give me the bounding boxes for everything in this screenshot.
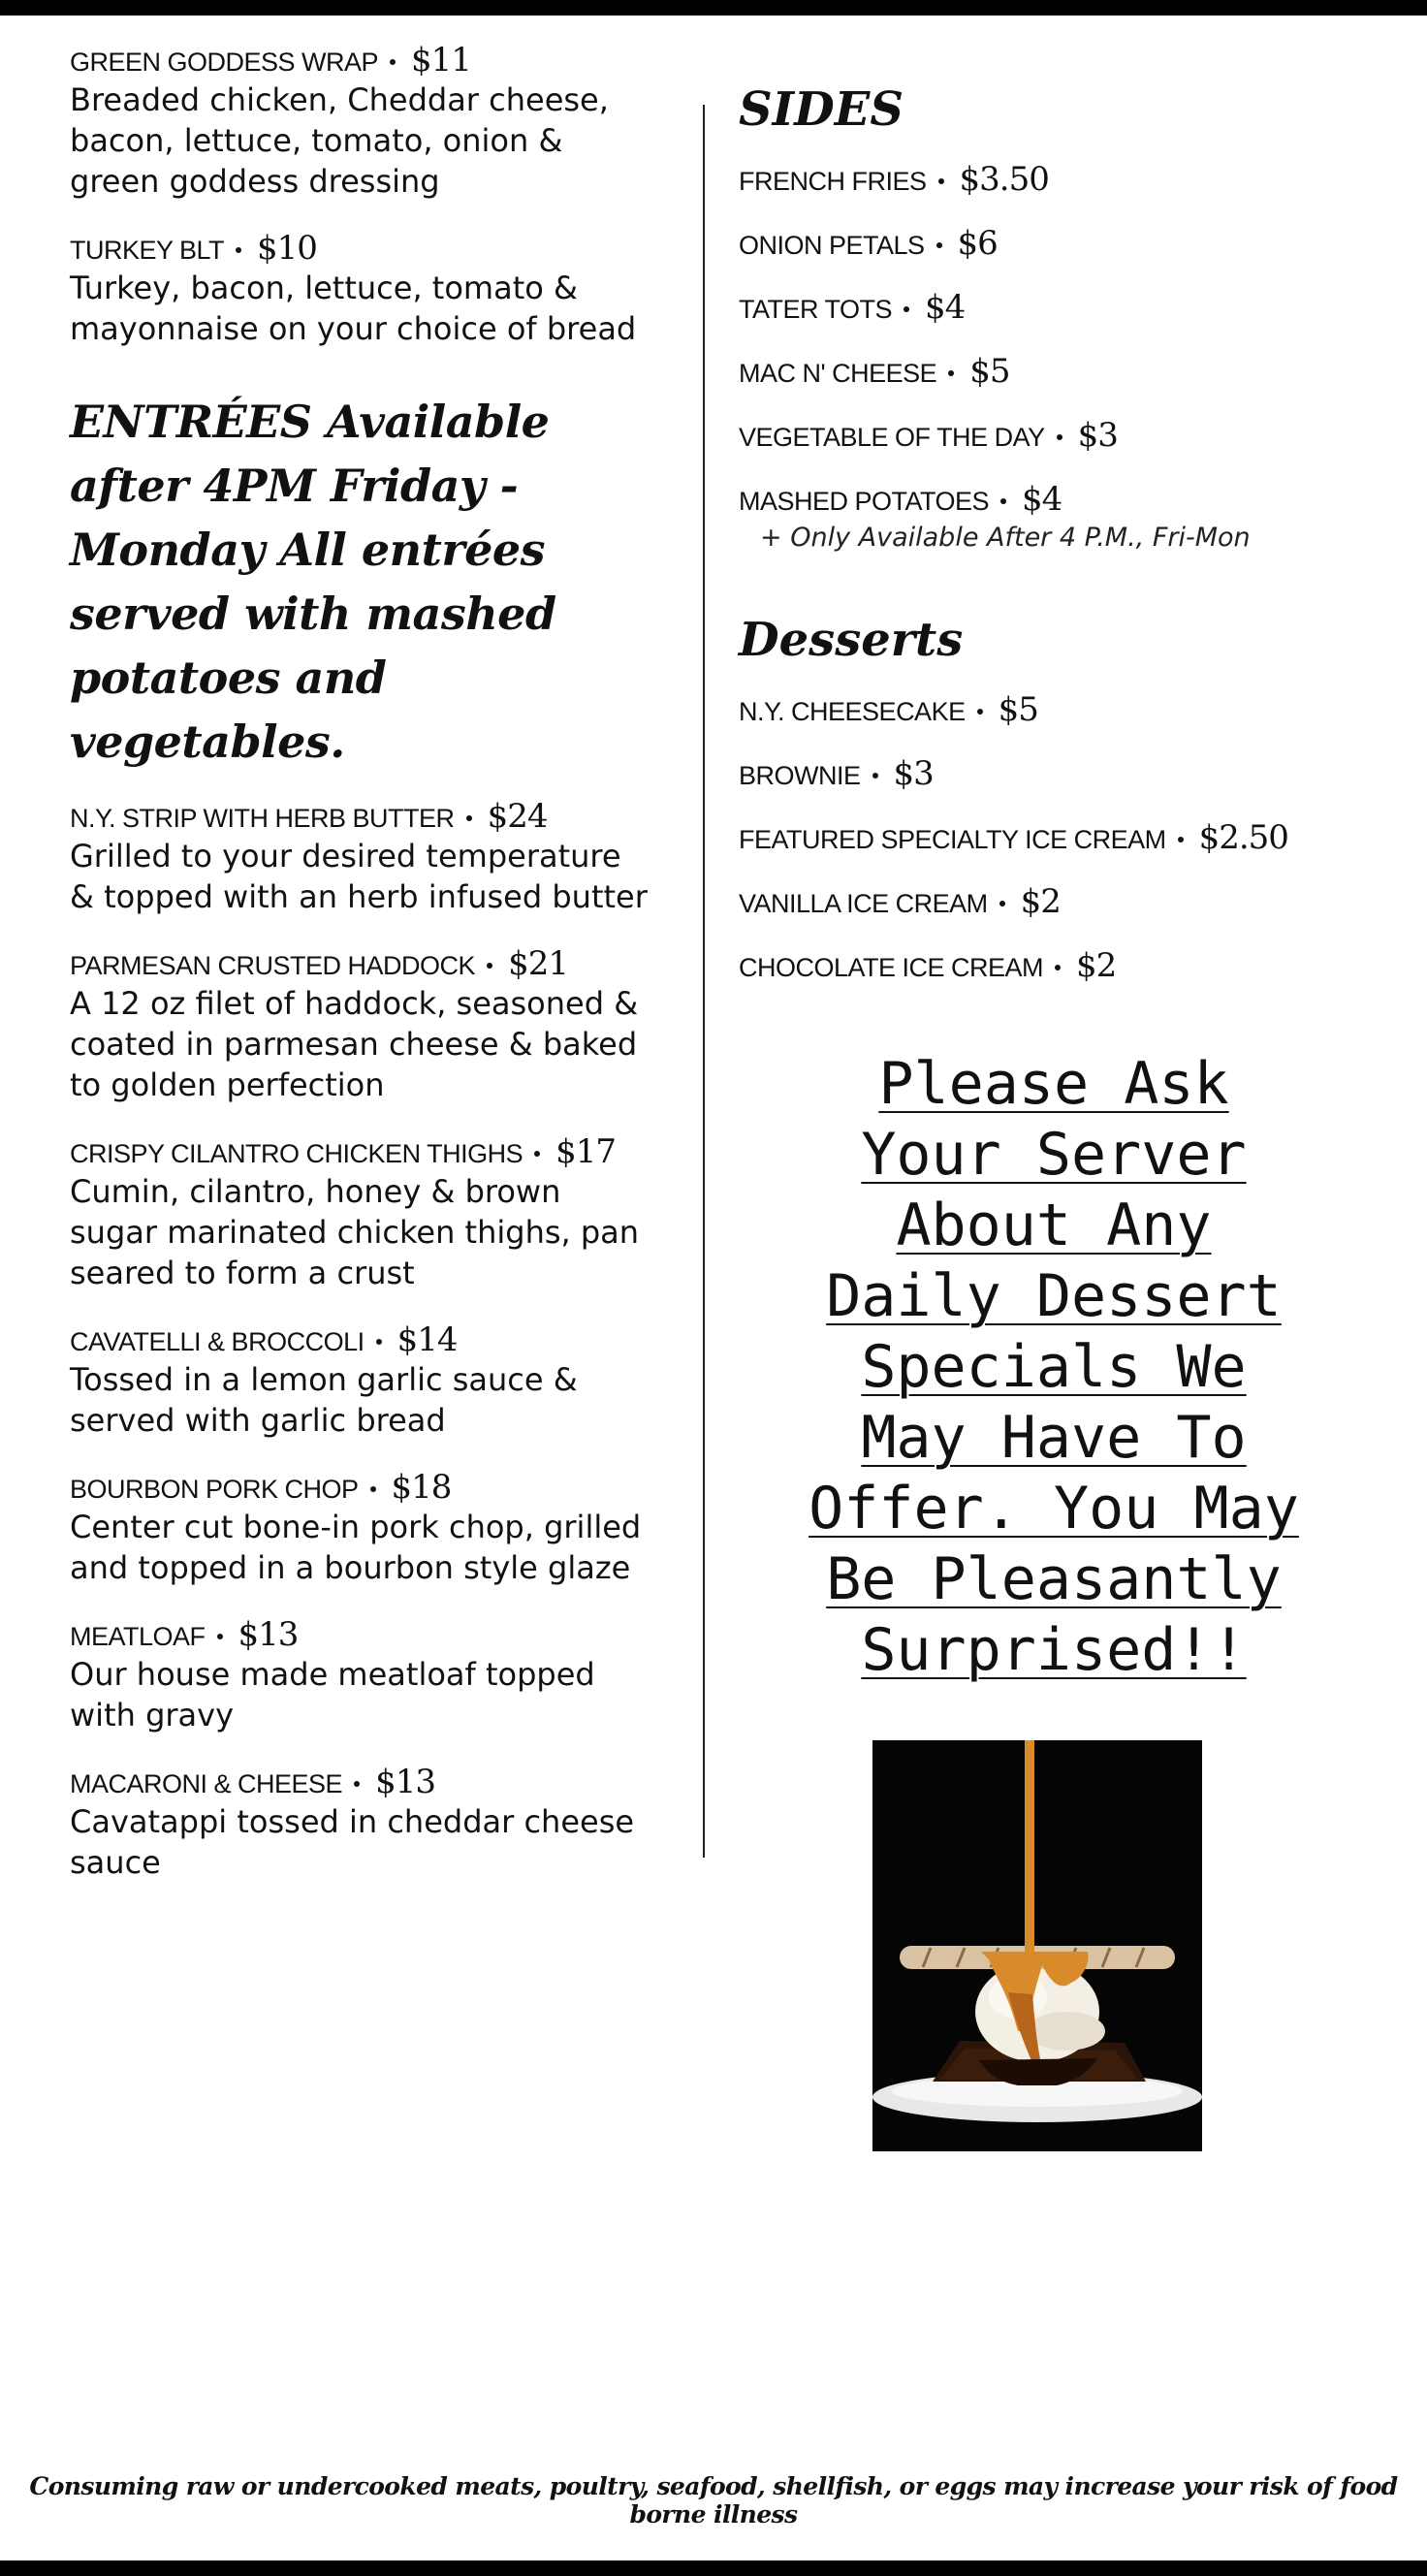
item-name: MEATLOAF [70,1622,206,1651]
item-price: $4 [925,288,966,327]
item-price: $2 [1020,882,1061,921]
side-item-french-fries [739,160,1369,199]
specials-line: Daily Dessert [826,1262,1282,1330]
dessert-item-chocolate-ice-cream [739,946,1369,985]
separator-dot [1055,965,1061,970]
availability-note: + Only Available After 4 P.M., Fri-Mon [760,523,1251,553]
menu-item-macaroni-cheese [70,1763,651,1883]
item-name: FEATURED SPECIALTY ICE CREAM [739,825,1166,854]
dessert-specials-notice [739,1049,1369,1686]
item-price: $17 [555,1132,616,1171]
separator-dot [977,709,983,715]
item-name: CHOCOLATE ICE CREAM [739,953,1044,982]
sides-heading: SIDES [739,82,904,137]
left-column [70,41,651,1910]
separator-dot [1178,837,1184,843]
specials-line: May Have To [861,1404,1247,1472]
item-name: MAC N' CHEESE [739,359,937,388]
item-price: $11 [411,41,471,80]
item-name: MACARONI & CHEESE [70,1769,343,1798]
item-name: TATER TOTS [739,295,893,324]
separator-dot [466,815,472,821]
bottom-border [0,2560,1427,2576]
item-name: N.Y. CHEESECAKE [739,697,966,726]
specials-line: Offer. You May [809,1475,1299,1542]
item-price: $6 [957,224,998,263]
separator-dot [936,242,942,248]
item-description: Cavatappi tossed in cheddar cheese sauce [70,1803,635,1881]
menu-item-pork-chop [70,1468,651,1588]
item-description: Our house made meatloaf topped with gravy [70,1656,595,1733]
separator-dot [236,247,241,253]
menu-item-cilantro-chicken [70,1132,651,1293]
item-price: $14 [396,1320,458,1359]
dessert-item-cheesecake [739,690,1369,729]
item-price: $3 [893,754,934,793]
side-item-vegetable [739,416,1369,455]
item-name: BOURBON PORK CHOP [70,1475,359,1504]
separator-dot [904,306,909,312]
item-price: $18 [391,1468,452,1507]
separator-dot [1000,498,1006,504]
side-item-tater-tots [739,288,1369,327]
item-price: $13 [375,1763,435,1801]
specials-line: Surprised!! [861,1616,1247,1684]
dessert-photo [872,1740,1202,2151]
food-safety-disclaimer: Consuming raw or undercooked meats, poultry, seafood, shellfish, or eggs may increase your risk of food borne illness [29,2472,1398,2528]
dessert-item-specialty-ice-cream [739,818,1369,857]
separator-dot [376,1339,382,1345]
item-description: Tossed in a lemon garlic sauce & served with garlic bread [70,1361,578,1439]
column-divider [703,105,705,1858]
menu-item-meatloaf [70,1615,651,1735]
item-name: GREEN GODDESS WRAP [70,48,379,77]
dessert-item-brownie [739,754,1369,793]
separator-dot [354,1781,360,1787]
separator-dot [534,1151,540,1157]
separator-dot [999,901,1005,906]
item-description: Breaded chicken, Cheddar cheese, bacon, lettuce, tomato, onion & green goddess dressing [70,81,609,200]
item-name: PARMESAN CRUSTED HADDOCK [70,951,476,980]
item-name: CAVATELLI & BROCCOLI [70,1327,365,1356]
separator-dot [938,178,944,184]
separator-dot [370,1486,376,1492]
item-price: $3 [1077,416,1118,455]
item-name: VEGETABLE OF THE DAY [739,423,1045,452]
desserts-heading: Desserts [739,613,964,667]
separator-dot [390,59,396,65]
specials-line: Please Ask [878,1050,1229,1118]
separator-dot [1057,434,1062,440]
side-item-mashed-potatoes [739,480,1369,553]
menu-item-turkey-blt [70,229,651,349]
menu-item-cavatelli [70,1320,651,1441]
dessert-item-vanilla-ice-cream [739,882,1369,921]
item-name: VANILLA ICE CREAM [739,889,988,918]
item-description: Grilled to your desired temperature & topped with an herb infused butter [70,838,648,915]
item-price: $10 [257,229,317,268]
separator-dot [872,773,878,779]
item-name: ONION PETALS [739,231,925,260]
item-name: BROWNIE [739,761,861,790]
specials-line: About Any [896,1192,1212,1259]
menu-item-green-goddess-wrap [70,41,651,202]
separator-dot [487,963,492,969]
item-name: CRISPY CILANTRO CHICKEN THIGHS [70,1139,523,1168]
separator-dot [217,1634,223,1639]
item-name: TURKEY BLT [70,236,225,265]
item-name: MASHED POTATOES [739,487,990,516]
item-price: $4 [1022,480,1062,519]
item-name: N.Y. STRIP WITH HERB BUTTER [70,804,455,833]
item-description: A 12 oz filet of haddock, seasoned & coated in parmesan cheese & baked to golden perfection [70,985,639,1103]
item-price: $2 [1076,946,1117,985]
item-price: $5 [969,352,1010,391]
side-item-onion-petals [739,224,1369,263]
menu-item-ny-strip [70,797,651,917]
item-description: Turkey, bacon, lettuce, tomato & mayonnaise on your choice of bread [70,270,637,347]
item-price: $13 [238,1615,299,1654]
menu-item-parmesan-haddock [70,944,651,1105]
top-border [0,0,1427,16]
item-price: $21 [508,944,568,983]
item-price: $3.50 [959,160,1049,199]
item-price: $5 [998,690,1038,729]
entrees-heading: ENTRÉES Available after 4PM Friday - Monday All entrées served with mashed potatoes and vegetables. [70,396,556,768]
specials-line: Be Pleasantly [826,1545,1282,1613]
side-item-mac-n-cheese [739,352,1369,391]
right-column [739,82,1369,1010]
separator-dot [948,370,954,376]
item-name: FRENCH FRIES [739,167,927,196]
item-description: Center cut bone-in pork chop, grilled and topped in a bourbon style glaze [70,1509,642,1586]
specials-line: Your Server [861,1121,1247,1189]
item-price: $24 [487,797,548,836]
specials-line: Specials We [861,1333,1247,1401]
item-price: $2.50 [1198,818,1288,857]
item-description: Cumin, cilantro, honey & brown sugar marinated chicken thighs, pan seared to form a crust [70,1173,640,1291]
